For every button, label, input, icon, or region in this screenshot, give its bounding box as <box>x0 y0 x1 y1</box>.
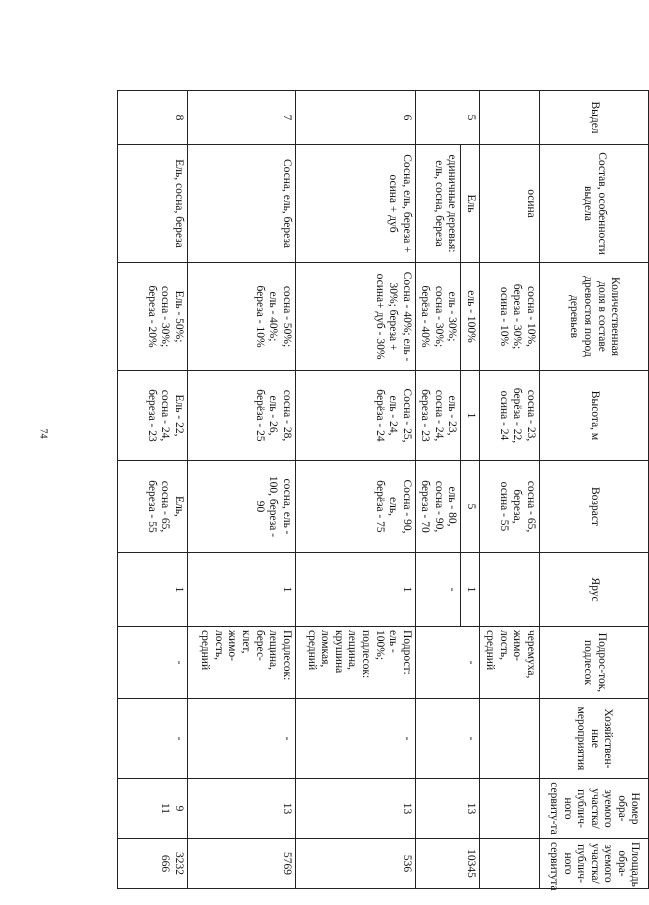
cell-vydel: 8 <box>117 91 187 145</box>
cell-share: Сосна - 40%; ель - 30%; береза + осина+ дуб - 30% <box>295 263 415 371</box>
cell-height: сосна - 23, берёза - 22, осина - 24 <box>480 371 540 461</box>
cell-composition: Сосна, ель, береза <box>187 145 295 263</box>
cell-undergrowth: черемуха, жимо- лость, средний <box>480 627 540 699</box>
cell-age: сосна, ель - 100, береза - 90 <box>187 461 295 553</box>
cell-plot-number <box>480 779 540 839</box>
header-undergrowth: Подрос-ток, подлесок <box>540 627 649 699</box>
cell-age: Ель, сосна - 65, береза - 55 <box>117 461 187 553</box>
header-area: Площадь обра-зуемого участка/ публич-ного сервитута <box>540 839 649 889</box>
rotated-table-container <box>120 90 649 891</box>
cell-undergrowth: Подлесок: лещина, берес- клет, жимо- лость, средний <box>187 627 295 699</box>
cell-undergrowth: - <box>117 627 187 699</box>
cell-tier: - <box>415 553 461 627</box>
cell-activities: - <box>187 699 295 779</box>
cell-share: ель - 30%; сосна - 30%; берёза - 40% <box>415 263 461 371</box>
header-vydel: Выдел <box>540 91 649 145</box>
cell-area: 3232 666 <box>117 839 187 889</box>
cell-height: ель - 23, сосна - 24, береза - 23 <box>415 371 461 461</box>
cell-plot-number: 13 <box>295 779 415 839</box>
header-height: Высота, м <box>540 371 649 461</box>
cell-share: Ель - 50%; сосна - 30%; береза - 20% <box>117 263 187 371</box>
cell-height: Ель - 22, сосна - 24, береза - 23 <box>117 371 187 461</box>
cell-area: 5769 <box>187 839 295 889</box>
cell-share: сосна - 10%, береза - 30%; осина - 10% <box>480 263 540 371</box>
cell-tier: 1 <box>295 553 415 627</box>
cell-height: Сосна - 25, ель - 24, берёза - 24 <box>295 371 415 461</box>
cell-age: сосна - 65, береза, осина - 55 <box>480 461 540 553</box>
cell-vydel: 5 <box>415 91 479 145</box>
table-row <box>480 91 540 889</box>
cell-plot-number: 9 11 <box>117 779 187 839</box>
cell-plot-number: 13 <box>187 779 295 839</box>
cell-tier: 1 <box>461 553 480 627</box>
header-share: Количественная доля в составе древостоя пород деревьев <box>540 263 649 371</box>
cell-activities: - <box>117 699 187 779</box>
cell-activities: - <box>415 699 479 779</box>
cell-share: сосна - 50%; ель - 40%; береза - 10% <box>187 263 295 371</box>
cell-undergrowth: Подрост: ель - 100%; подлесок: лещина, крушина ломкая, средний <box>295 627 415 699</box>
header-tier: Ярус <box>540 553 649 627</box>
header-plot-number: Номер обра-зуемого участка/ публич-ного сервиту-та <box>540 779 649 839</box>
cell-height: 1 <box>461 371 480 461</box>
table-row <box>117 91 187 889</box>
cell-composition: единичные деревья: ель, сосна, береза <box>415 145 461 263</box>
cell-activities <box>480 699 540 779</box>
header-age: Возраст <box>540 461 649 553</box>
cell-tier: 1 <box>117 553 187 627</box>
cell-tier <box>480 553 540 627</box>
cell-tier: 1 <box>187 553 295 627</box>
cell-age: ель - 80, сосна - 90, береза - 70 <box>415 461 461 553</box>
cell-area: 536 <box>295 839 415 889</box>
forest-plot-table <box>117 90 649 889</box>
cell-plot-number: 13 <box>415 779 479 839</box>
cell-vydel: 6 <box>295 91 415 145</box>
table-row <box>461 91 480 889</box>
cell-age: Сосна - 90, ель, берёза - 75 <box>295 461 415 553</box>
cell-composition: Сосна, ель, береза + осина + дуб <box>295 145 415 263</box>
table-row <box>295 91 415 889</box>
cell-vydel <box>480 91 540 145</box>
cell-area: 10345 <box>415 839 479 889</box>
cell-share: ель - 100% <box>461 263 480 371</box>
cell-height: сосна - 28, ель - 26, берёза - 25 <box>187 371 295 461</box>
cell-vydel: 7 <box>187 91 295 145</box>
table-row <box>187 91 295 889</box>
cell-undergrowth: - <box>415 627 479 699</box>
cell-age: 5 <box>461 461 480 553</box>
page-number: 74 <box>37 428 49 439</box>
header-composition: Состав, особенности выдела <box>540 145 649 263</box>
cell-area <box>480 839 540 889</box>
header-row <box>540 91 649 889</box>
cell-composition: Ель, сосна, береза <box>117 145 187 263</box>
cell-composition: Ель <box>461 145 480 263</box>
cell-composition: осина <box>480 145 540 263</box>
cell-activities: - <box>295 699 415 779</box>
header-activities: Хозяйствен-ные мероприятия <box>540 699 649 779</box>
